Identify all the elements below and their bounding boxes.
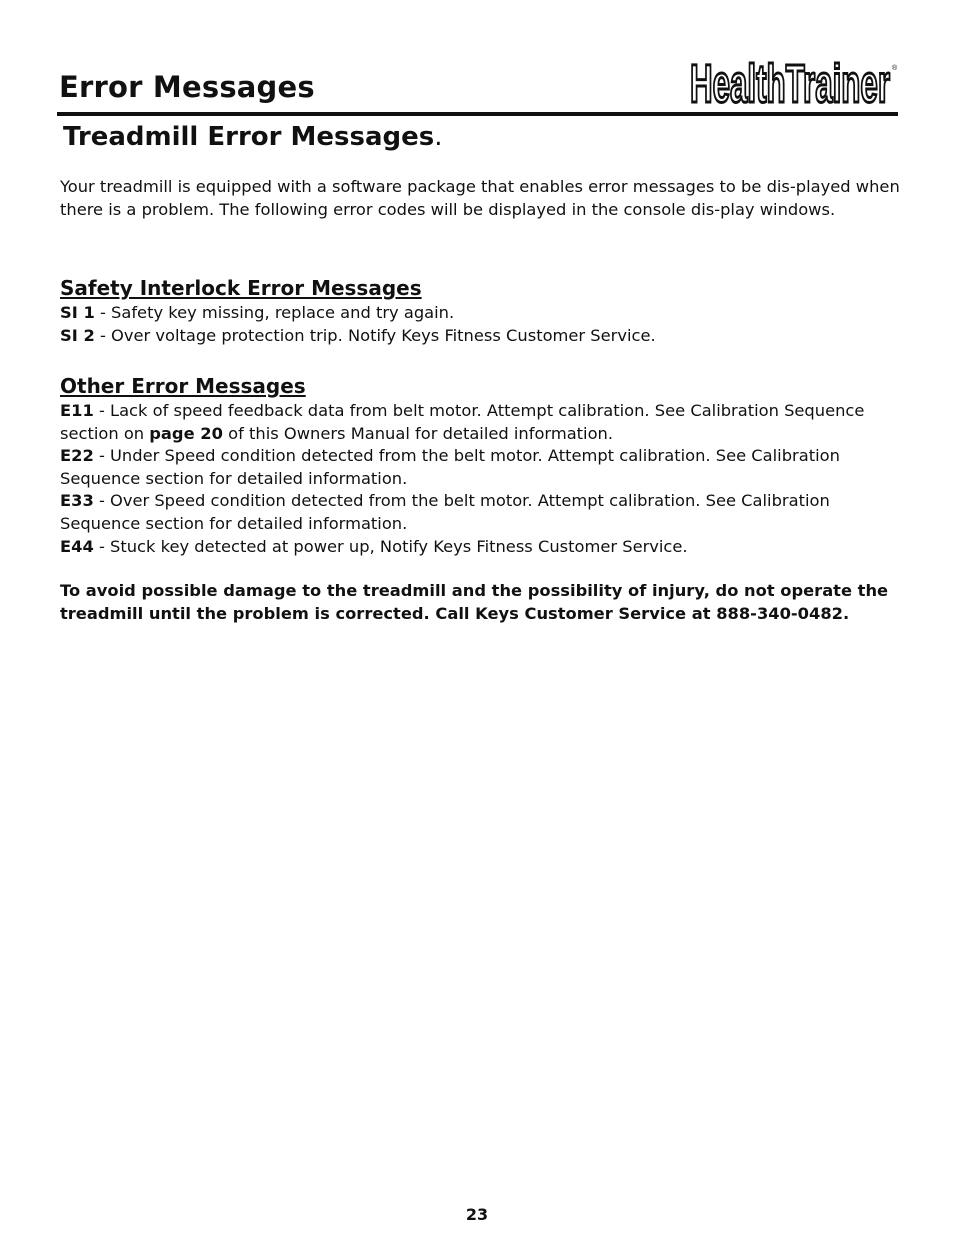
error-code: SI 1 — [60, 303, 95, 322]
error-code: E33 — [60, 491, 94, 511]
error-description: - Over Speed condition detected from the belt motor. Attempt calibration. See Calibration Sequence section for detailed information. — [60, 491, 830, 533]
error-code: E44 — [60, 536, 94, 556]
healthtrainer-logo — [688, 56, 898, 108]
error-description: - Stuck key detected at power up, Notify Keys Fitness Customer Service. — [93, 536, 688, 556]
safety-interlock-heading: Safety Interlock Error Messages — [60, 276, 422, 300]
svg-text:HealthTrainer: HealthTrainer — [690, 56, 890, 108]
error-entry-si1 — [60, 302, 905, 325]
error-description: - Under Speed condition detected from the belt motor. Attempt calibration. See Calibration Sequence section for detailed information. — [60, 446, 840, 488]
error-code: E11 — [60, 401, 94, 420]
error-entry-e33 — [60, 490, 905, 535]
other-errors-heading: Other Error Messages — [60, 374, 306, 398]
error-description: - Over voltage protection trip. Notify Keys Fitness Customer Service. — [94, 325, 656, 345]
page-number: 23 — [465, 1205, 489, 1224]
error-code: SI 2 — [60, 325, 95, 345]
error-entry-si2 — [60, 325, 905, 348]
header-divider — [57, 112, 898, 116]
svg-text:®: ® — [892, 65, 898, 72]
error-description-end: of this Owners Manual for detailed information. — [222, 423, 614, 443]
page-reference: page 20 — [149, 423, 223, 443]
error-description: - Safety key missing, replace and try again. — [94, 303, 455, 322]
safety-interlock-list — [60, 302, 905, 347]
other-errors-list — [60, 400, 905, 558]
section-title: Treadmill Error Messages. — [63, 122, 443, 152]
error-entry-e44 — [60, 536, 905, 559]
page-header-title: Error Messages — [59, 70, 315, 104]
error-entry-e22 — [60, 445, 905, 490]
safety-warning: To avoid possible damage to the treadmill and the possibility of injury, do not operate the treadmill until the problem is corrected. Call Keys Customer Service at 888-340-0482. — [60, 581, 889, 623]
error-code: E22 — [60, 446, 94, 466]
intro-paragraph: Your treadmill is equipped with a software package that enables error messages to be dis-played when there is a problem. The following error codes will be displayed in the console dis-play windows. — [60, 177, 900, 219]
error-entry-e11 — [60, 400, 905, 445]
error-description: - Lack of speed feedback data from belt motor. Attempt calibration. See Calibration Sequence section on — [60, 401, 865, 443]
